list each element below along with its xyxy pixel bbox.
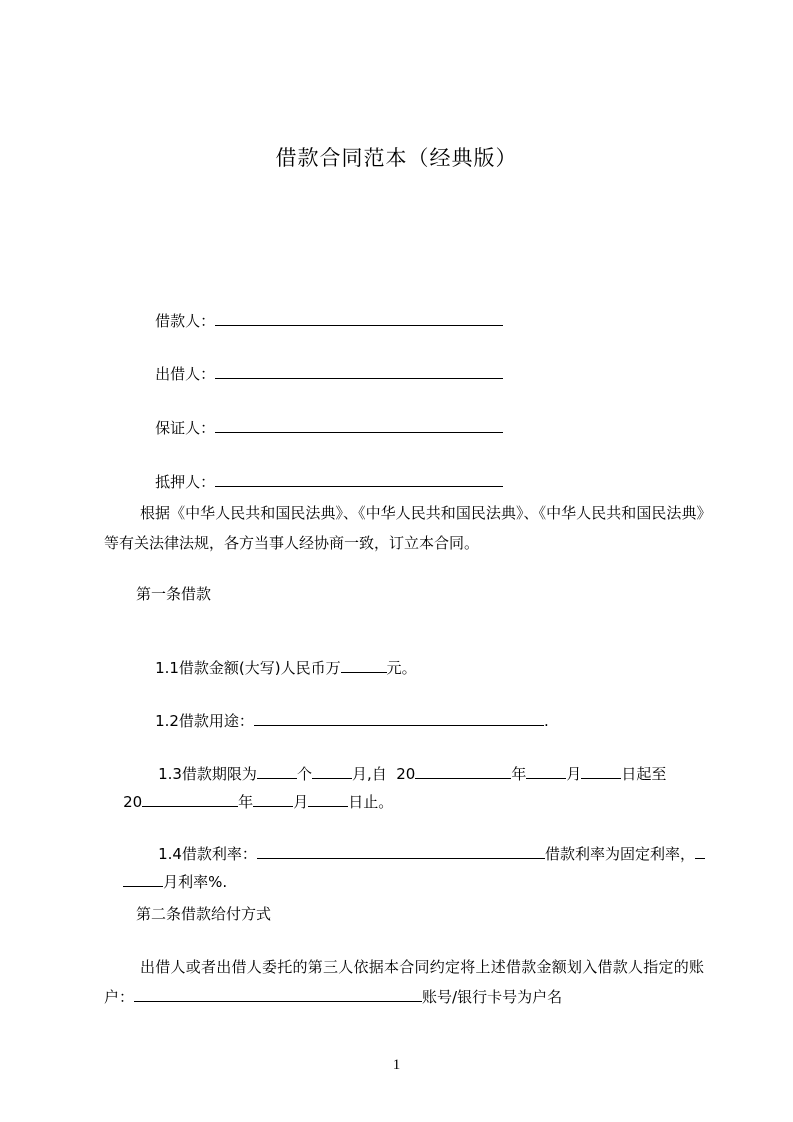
clause-text: 日止。 (348, 793, 394, 811)
clause-text: 月,自 20 (351, 765, 416, 783)
blank-field (308, 792, 348, 807)
blank-field (341, 658, 387, 673)
party-label: 保证人： (155, 419, 216, 437)
clause-text: 1.3借款期限为 (158, 765, 257, 783)
preamble-paragraph: 根据《中华人民共和国民法典》、《中华人民共和国民法典》、《中华人民共和国民法典》等有关法律法规，各方当事人经协商一致，订立本合同。 (104, 504, 704, 552)
blank-field (253, 792, 293, 807)
clause-1-1 (136, 638, 417, 698)
clause-text: 20 (123, 793, 143, 811)
blank-field (215, 472, 503, 487)
blank-field (526, 764, 566, 779)
blank-field (142, 792, 238, 807)
article-1-heading: 第一条借款 (136, 585, 212, 603)
document-title: 借款合同范本（经典版） (275, 146, 518, 170)
article-2-heading: 第二条借款给付方式 (136, 905, 272, 923)
party-borrower (136, 291, 503, 351)
clause-text: 月 (566, 765, 582, 783)
page-number: 1 (392, 1057, 401, 1073)
party-label: 抵押人： (155, 473, 216, 491)
blank-field (415, 764, 511, 779)
clause-text: 年 (238, 793, 254, 811)
clause-text: 1.1借款金额(大写)人民币万 (155, 659, 341, 677)
party-lender (136, 344, 503, 404)
blank-field (215, 418, 503, 433)
clause-text: 月利率%. (163, 873, 228, 891)
party-label: 借款人： (155, 312, 216, 330)
blank-field (254, 711, 544, 726)
clause-text: 借款利率为固定利率， (544, 845, 695, 863)
clause-1-4-continued (104, 852, 227, 912)
clause-text: 日起至 (621, 765, 667, 783)
party-guarantor (136, 398, 503, 458)
party-label: 出借人： (155, 365, 216, 383)
blank-field (695, 844, 705, 859)
clause-text: 1.4借款利率： (158, 845, 257, 863)
clause-text: 1.2借款用途： (155, 712, 254, 730)
clause-text: 出借人或者出借人委托的第三人依据本合同约定将上述借款金额划入借款人指定的账户： (104, 958, 704, 1006)
clause-text: . (543, 712, 549, 730)
blank-field (215, 364, 503, 379)
clause-text: 个 (296, 765, 312, 783)
blank-field (123, 872, 163, 887)
blank-field (215, 311, 503, 326)
clause-1-3-continued (104, 772, 393, 832)
blank-field (257, 844, 545, 859)
blank-field (134, 987, 422, 1002)
article-2-paragraph (104, 952, 704, 1012)
clause-1-2 (136, 691, 549, 751)
clause-text: 年 (511, 765, 527, 783)
clause-text: 元。 (386, 659, 417, 677)
clause-text: 账号/银行卡号为户名 (422, 988, 563, 1006)
clause-text: 月 (293, 793, 309, 811)
blank-field (581, 764, 621, 779)
